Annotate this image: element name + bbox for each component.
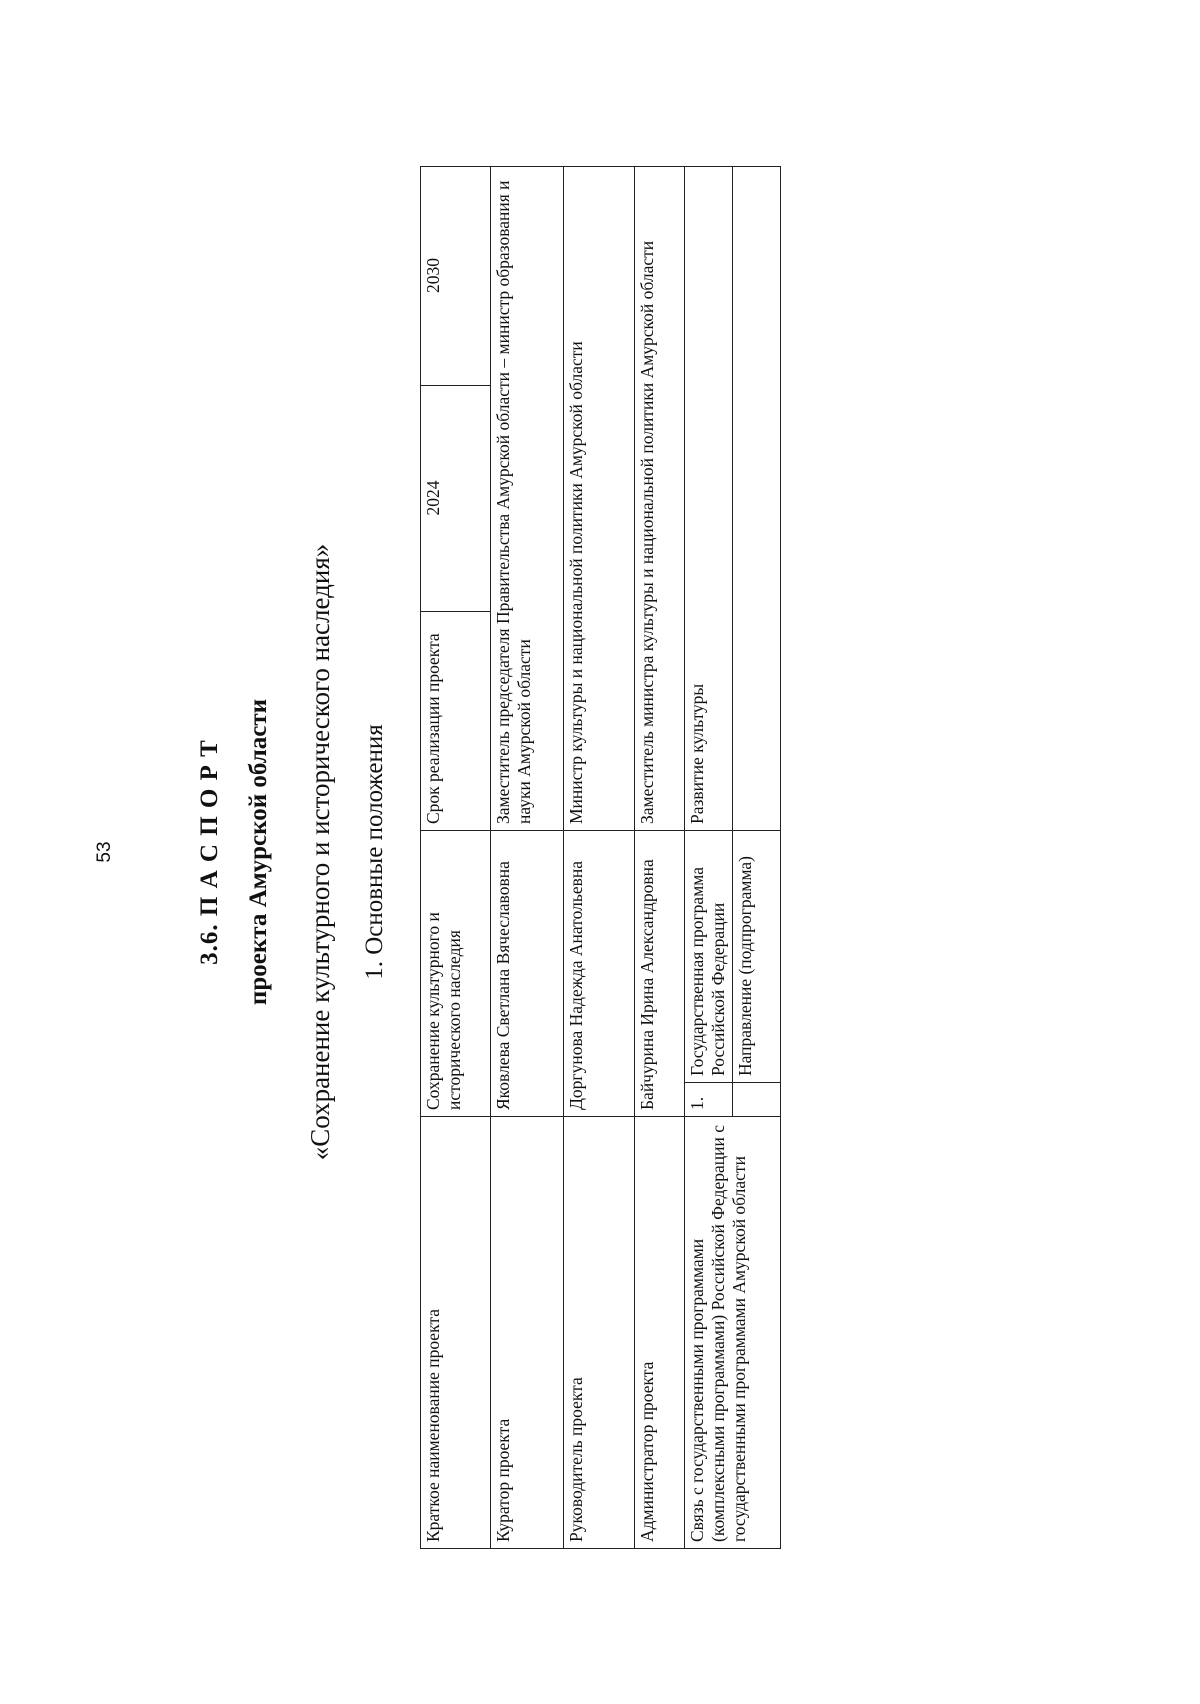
- term-end: 2030: [421, 167, 491, 386]
- links-row-value: [733, 167, 781, 831]
- administrator-position: Заместитель министра культуры и национальной политики Амурской области: [635, 167, 685, 831]
- leader-label: Руководитель проекта: [564, 1117, 635, 1549]
- links-row-number: [733, 1083, 781, 1117]
- project-title: «Сохранение культурного и исторического наследия»: [305, 543, 335, 1161]
- term-label: Срок реализации проекта: [421, 612, 491, 831]
- page-number: 53: [94, 841, 115, 863]
- short-name-value: Сохранение культурного и исторического наследия: [421, 831, 491, 1117]
- table-row: [421, 167, 491, 1549]
- leader-name: Доргунова Надежда Анатольевна: [564, 831, 635, 1117]
- curator-label: Куратор проекта: [491, 1117, 564, 1549]
- leader-position: Министр культуры и национальной политики Амурской области: [564, 167, 635, 831]
- links-row-type: Направление (подпрограмма): [733, 831, 781, 1083]
- section-number: 3.6. П А С П О Р Т: [196, 739, 223, 965]
- administrator-name: Байчурина Ирина Александровна: [635, 831, 685, 1117]
- links-row-type: Государственная программа Российской Федерации: [685, 831, 733, 1083]
- links-label: Связь с государственными программами (комплексными программами) Российской Федерации с государственными программами Амурской области: [685, 1117, 781, 1549]
- section-heading: 1. Основные положения: [361, 724, 388, 980]
- table-row: [635, 167, 685, 1549]
- short-name-label: Краткое наименование проекта: [421, 1117, 491, 1549]
- passport-table: [420, 166, 781, 1549]
- table-row: [685, 167, 733, 1549]
- table-row: [491, 167, 564, 1549]
- curator-position: Заместитель председателя Правительства Амурской области – министр образования и науки Амурской области: [491, 167, 564, 831]
- links-row-number: 1.: [685, 1083, 733, 1117]
- term-start: 2024: [421, 386, 491, 612]
- curator-name: Яковлева Светлана Вячеславовна: [491, 831, 564, 1117]
- document-subtitle: проекта Амурской области: [245, 698, 272, 1006]
- administrator-label: Администратор проекта: [635, 1117, 685, 1549]
- table-row: [564, 167, 635, 1549]
- links-row-value: Развитие культуры: [685, 167, 733, 831]
